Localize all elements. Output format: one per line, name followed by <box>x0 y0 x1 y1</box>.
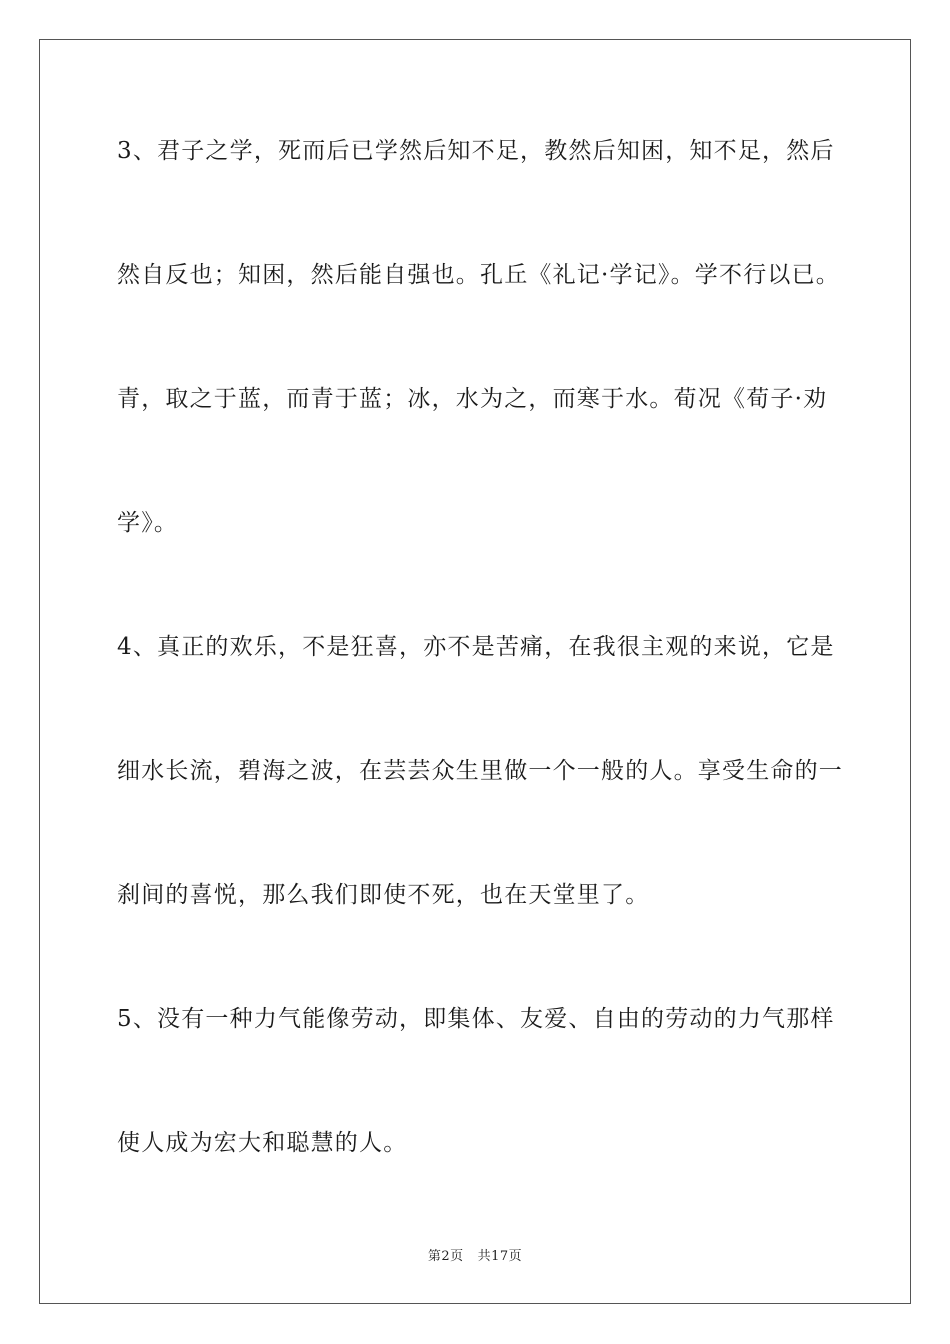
page-number: 第2页 <box>427 1249 464 1264</box>
page-border <box>39 39 911 1304</box>
page-footer <box>0 1248 950 1266</box>
page-total: 共17页 <box>477 1249 523 1264</box>
text-line: 青，取之于蓝，而青于蓝；冰，水为之，而寒于水。荀况《荀子·劝 <box>117 386 828 412</box>
text-line: 4、真正的欢乐，不是狂喜，亦不是苦痛，在我很主观的来说，它是 <box>117 634 835 660</box>
text-line: 学》。 <box>117 510 179 536</box>
text-line: 细水长流，碧海之波，在芸芸众生里做一个一般的人。享受生命的一 <box>117 758 843 784</box>
text-line: 然自反也；知困，然后能自强也。孔丘《礼记·学记》。学不行以已。 <box>117 262 841 288</box>
text-line: 3、君子之学，死而后已学然后知不足，教然后知困，知不足，然后 <box>117 138 835 164</box>
text-line: 使人成为宏大和聪慧的人。 <box>117 1130 408 1156</box>
text-line: 5、没有一种力气能像劳动，即集体、友爱、自由的劳动的力气那样 <box>117 1006 835 1032</box>
text-line: 刹间的喜悦，那么我们即使不死，也在天堂里了。 <box>117 882 650 908</box>
